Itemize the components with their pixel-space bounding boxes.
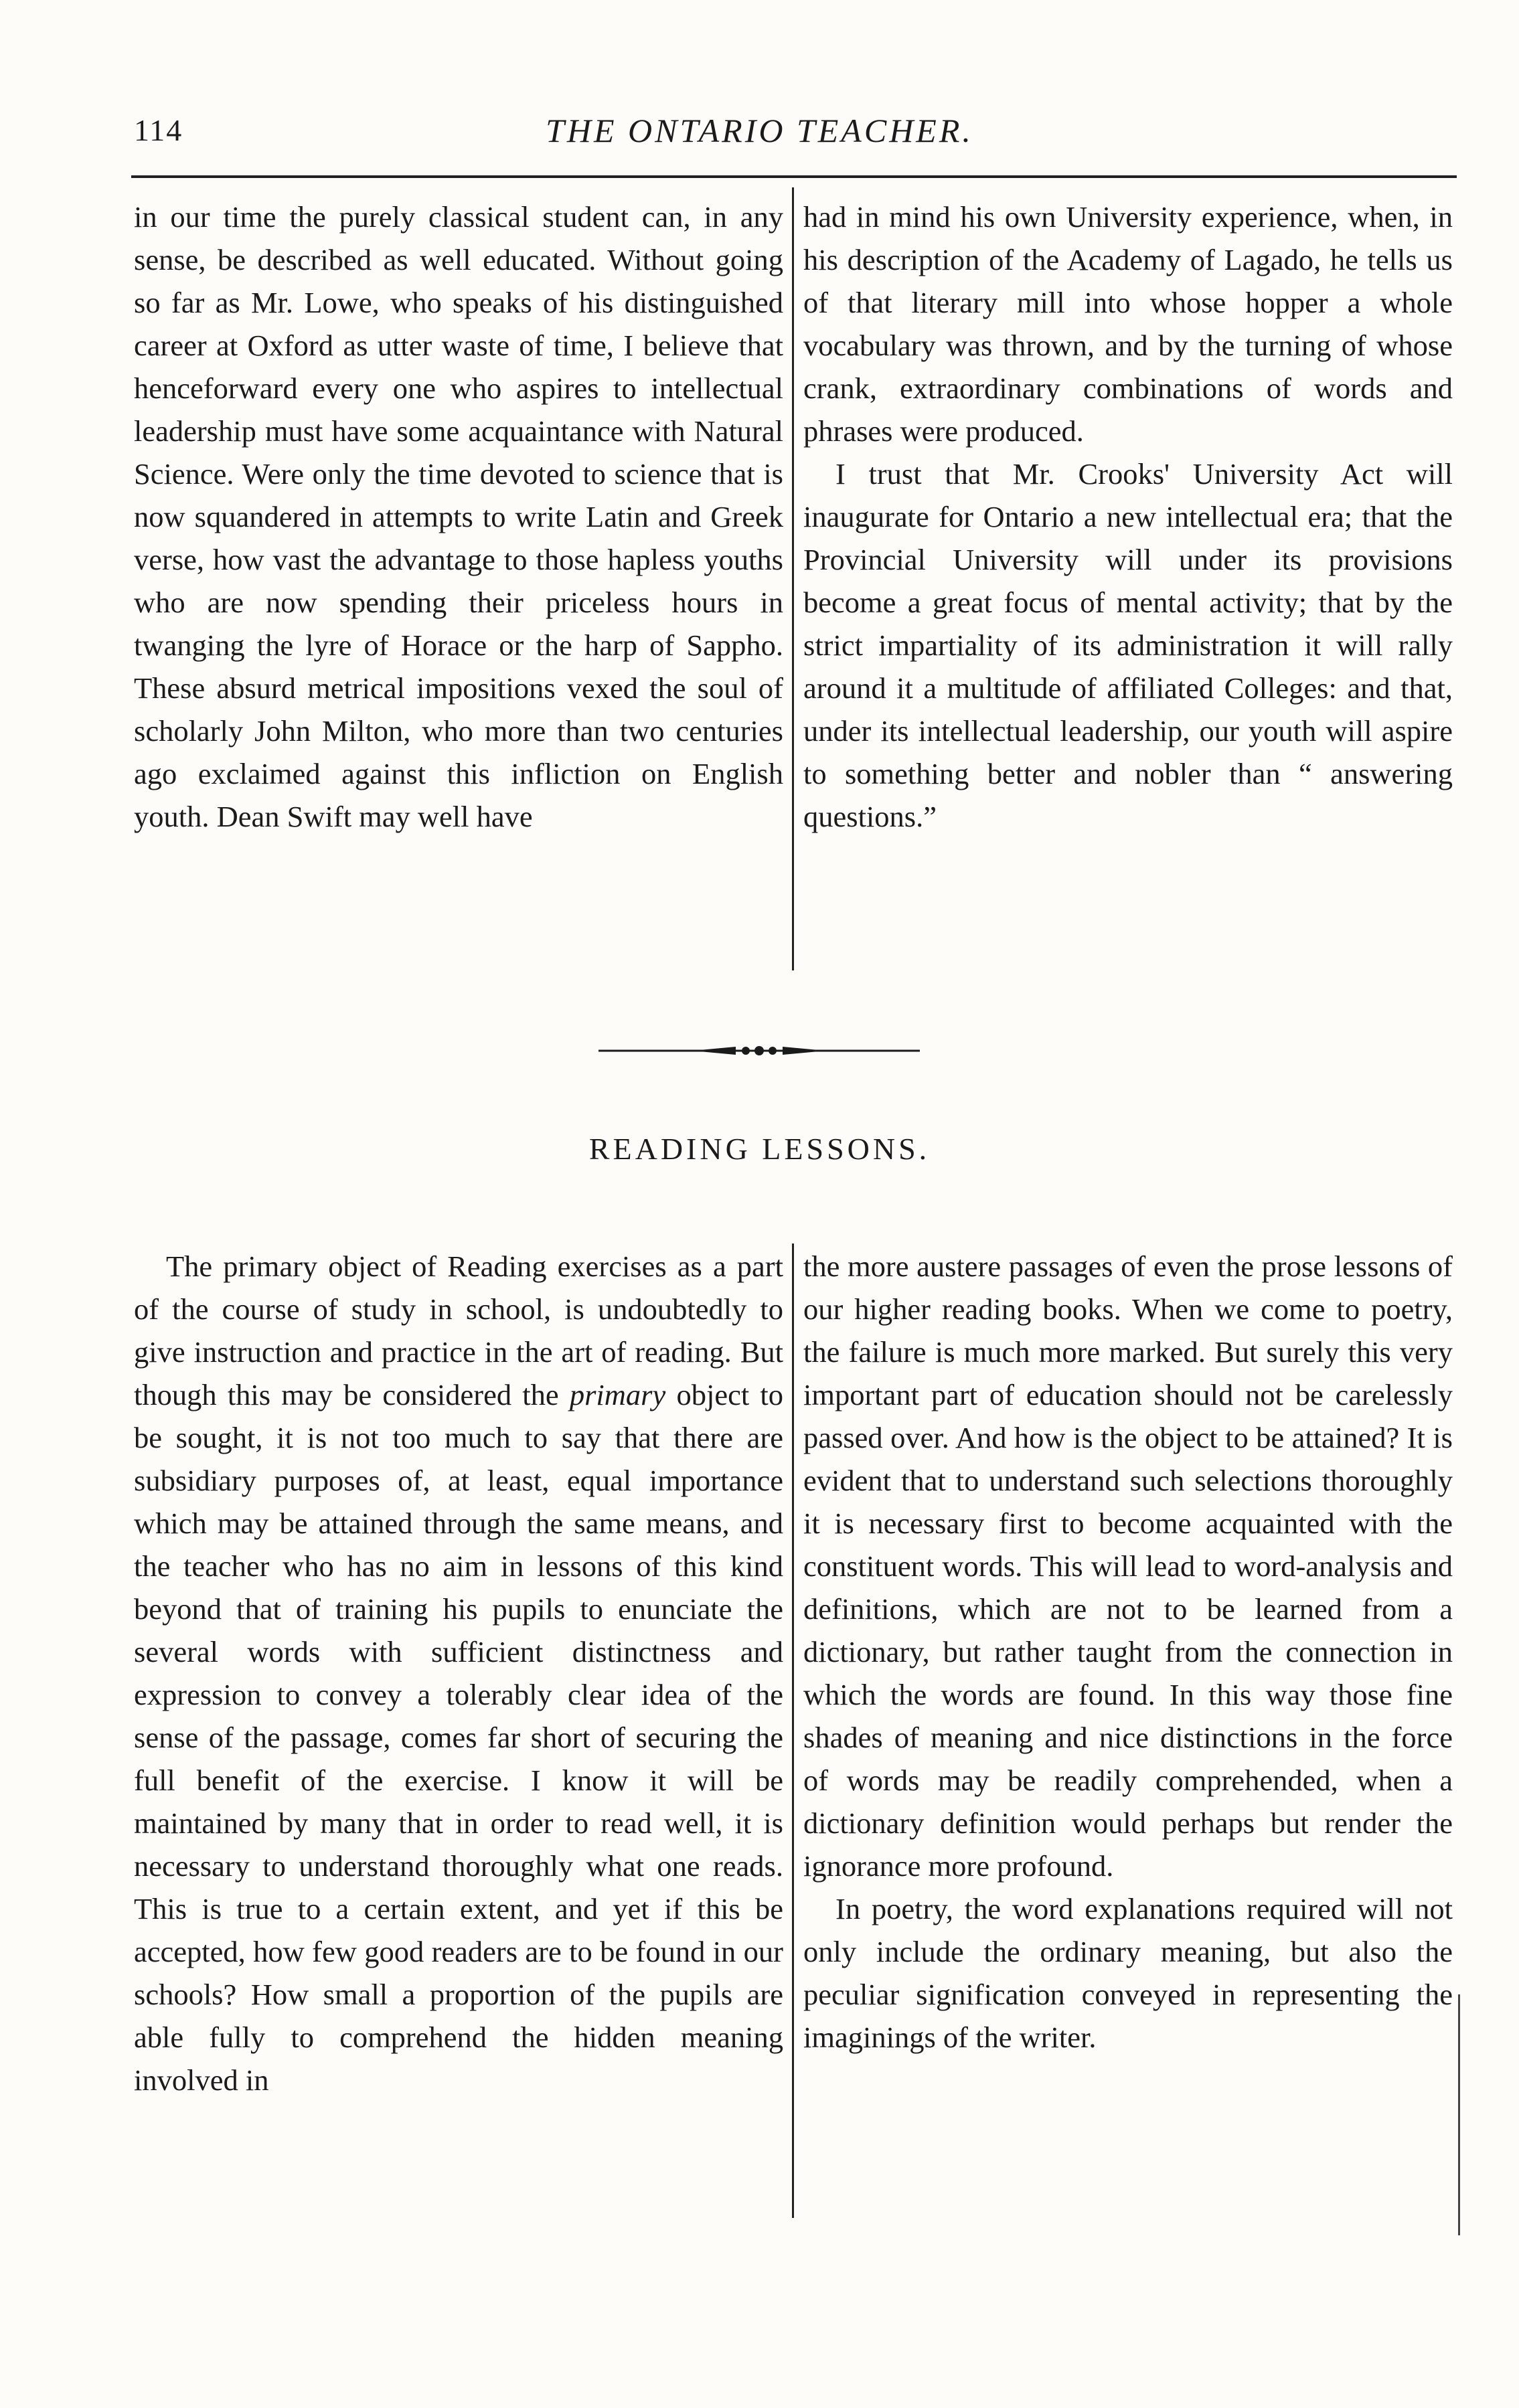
bottom-left-paragraph: [134, 1245, 783, 2101]
top-right-column: [803, 195, 1453, 838]
bottom-right-paragraph-2: In poetry, the word explanations required will not only include the ordinary meaning, but also the peculiar signification conveyed in representing the imaginings of the writer.: [803, 1892, 1453, 2054]
header-rule: [131, 175, 1457, 178]
bottom-right-column: [803, 1245, 1453, 2059]
top-right-paragraph-1: had in mind his own University experience, when, in his description of the Academy of Lagado, he tells us of that literary mill into whose hopper a whole vocabulary was thrown, and by the turning of whose crank, extraordinary combinations of words and phrases were produced.: [803, 200, 1453, 448]
top-right-paragraph-2: I trust that Mr. Crooks' University Act will inaugurate for Ontario a new intellectual era; that the Provincial University will under its provisions become a great focus of mental activity; that by the strict impartiality of its administration it will rally around it a multitude of affiliated Colleges: and that, under its intellectual leadership, our youth will aspire to something better and nobler than “ answering questions.”: [803, 457, 1453, 833]
section-divider-ornament: [592, 1041, 927, 1061]
text-run: object to be sought, it is not too much to say that there are subsidiary purposes of, at least, equal importance which may be attained through the same means, and the teacher who has no aim in lessons of this kind beyond that of training his pupils to enunciate the several words with sufficient distinctness and expression to convey a tolerably clear idea of the sense of the passage, comes far short of securing the full benefit of the exercise. I know it will be maintained by many that in order to read well, it is necessary to understand thoroughly what one reads. This is true to a certain extent, and yet if this be accepted, how few good readers are to be found in our schools? How small a proportion of the pupils are able fully to comprehend the hidden meaning involved in: [134, 1378, 783, 2097]
bottom-left-column: [134, 1245, 783, 2101]
text-run: The primary object of Reading exercises as a part of the course of study in school, is undoubtedly to give instruction and practice in the art of reading. But though this may be considered the: [134, 1250, 783, 1411]
column-divider-bottom: [792, 1243, 794, 2218]
page-number: 114: [134, 113, 183, 147]
page-edge-rule: [1458, 1994, 1460, 2235]
running-title: THE ONTARIO TEACHER.: [546, 112, 973, 149]
top-left-column: [134, 195, 783, 838]
column-divider-top: [792, 187, 794, 970]
bottom-right-paragraph-1: the more austere passages of even the prose lessons of our higher reading books. When we come to poetry, the failure is much more marked. But surely this very important part of education should not be carelessly passed over. And how is the object to be attained? It is evident that to understand such selections thoroughly it is necessary first to become acquainted with the constituent words. This will lead to word-analysis and definitions, which are not to be learned from a dictionary, but rather taught from the connection in which the words are found. In this way those fine shades of meaning and nice distinctions in the force of words may be readily comprehended, when a dictionary definition would perhaps but render the ignorance more profound.: [803, 1250, 1453, 1883]
top-left-paragraph: in our time the purely classical student can, in any sense, be described as well educated. Without going so far as Mr. Lowe, who speaks of his distinguished career at Oxford as utter waste of time, I believe that henceforward every one who aspires to intellectual leadership must have some acquaintance with Natural Science. Were only the time devoted to science that is now squandered in attempts to write Latin and Greek verse, how vast the advantage to those hapless youths who are now spending their priceless hours in twanging the lyre of Horace or the harp of Sappho. These absurd metrical impositions vexed the soul of scholarly John Milton, who more than two centuries ago exclaimed against this infliction on English youth. Dean Swift may well have: [134, 200, 783, 833]
emphasized-word: primary: [569, 1378, 666, 1411]
section-title: READING LESSONS.: [588, 1132, 931, 1166]
